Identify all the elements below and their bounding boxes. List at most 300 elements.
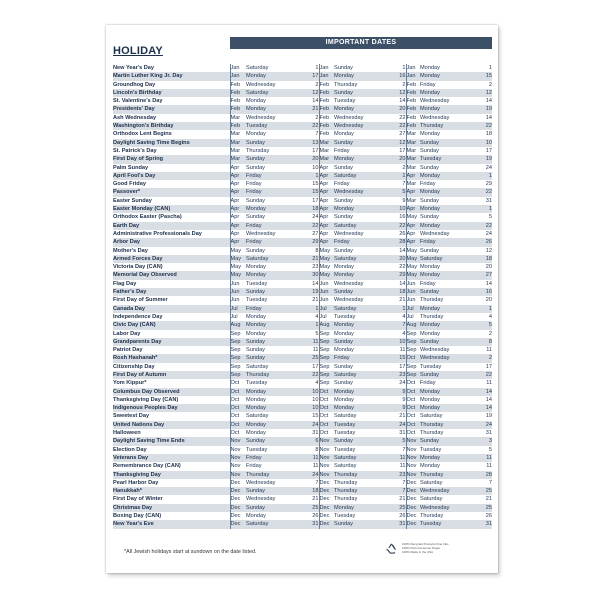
month-cell: Jun xyxy=(319,280,329,287)
day-number-cell: 12 xyxy=(373,139,406,147)
month-cell: Apr xyxy=(230,197,240,204)
day-number-cell: 21 xyxy=(285,255,319,263)
day-number-cell: 13 xyxy=(285,139,319,147)
weekday-cell: Monday xyxy=(420,188,460,196)
day-number-cell: 20 xyxy=(373,155,406,163)
day-number-cell: 31 xyxy=(285,429,319,437)
day-number-cell: 15 xyxy=(285,180,319,188)
day-number-cell: 7 xyxy=(373,446,406,454)
table-row xyxy=(113,263,492,271)
day-number-cell: 18 xyxy=(460,255,492,263)
day-number-cell: 1 xyxy=(285,321,319,329)
month-cell: Oct xyxy=(230,421,246,429)
weekday-cell: Thursday xyxy=(246,471,285,479)
month-cell: Mar xyxy=(406,197,417,204)
weekday-cell: Monday xyxy=(246,271,285,279)
weekday-cell: Tuesday xyxy=(420,520,460,528)
table-row xyxy=(113,388,492,396)
month-cell: Sep xyxy=(230,330,241,337)
month-cell: Oct xyxy=(230,430,240,437)
weekday-cell: Friday xyxy=(246,222,285,230)
month-cell: Nov xyxy=(230,454,246,462)
month-cell: Oct xyxy=(230,396,240,403)
holiday-name: Canada Day xyxy=(113,305,230,313)
month-cell: Nov xyxy=(319,446,330,453)
day-number-cell: 26 xyxy=(373,512,406,520)
month-cell: Aug xyxy=(230,321,246,329)
weekday-cell: Saturday xyxy=(246,65,269,71)
day-number-cell: 11 xyxy=(460,454,492,462)
holiday-name: Presidents' Day xyxy=(113,105,230,113)
weekday-cell: Friday xyxy=(334,181,350,188)
month-cell: Apr xyxy=(230,230,240,237)
weekday-cell: Thursday xyxy=(246,371,285,379)
weekday-cell: Wednesday xyxy=(334,114,364,121)
holiday-name: Washington's Birthday xyxy=(113,122,230,130)
day-number-cell: 23 xyxy=(373,371,406,379)
day-number-cell: 23 xyxy=(285,263,319,271)
day-number-cell: 4 xyxy=(285,313,319,321)
day-number-cell: 17 xyxy=(285,363,319,371)
day-number-cell: 14 xyxy=(460,388,492,396)
weekday-cell: Monday xyxy=(246,396,266,403)
month-cell: Apr xyxy=(319,222,334,230)
day-number-cell: 10 xyxy=(285,388,319,396)
month-cell: Sep xyxy=(319,363,330,370)
holiday-name: Labor Day xyxy=(113,330,230,338)
month-cell: Feb xyxy=(406,105,420,113)
holiday-name: Easter Monday (CAN) xyxy=(113,205,230,213)
month-cell: Nov xyxy=(319,454,334,462)
month-cell: Dec xyxy=(230,513,241,520)
holiday-name: Grandparents Day xyxy=(113,338,230,346)
month-cell: May xyxy=(230,271,246,279)
month-cell: Feb xyxy=(319,81,330,88)
table-row xyxy=(113,188,492,196)
day-number-cell: 26 xyxy=(285,512,319,520)
weekday-cell: Friday xyxy=(334,147,350,154)
day-number-cell: 22 xyxy=(285,222,319,230)
weekday-cell: Sunday xyxy=(420,247,439,254)
day-number-cell: 29 xyxy=(373,271,406,279)
table-row xyxy=(113,247,492,255)
day-number-cell: 10 xyxy=(460,139,492,147)
month-cell: Jan xyxy=(406,65,416,71)
month-cell: Mar xyxy=(406,181,417,188)
weekday-cell: Sunday xyxy=(334,363,353,370)
month-cell: Jul xyxy=(230,313,238,320)
weekday-cell: Friday xyxy=(246,188,285,196)
day-number-cell: 5 xyxy=(488,446,492,453)
day-number-cell: 4 xyxy=(373,313,406,321)
holiday-name: Orthodox Lent Begins xyxy=(113,130,230,138)
day-number-cell: 11 xyxy=(486,463,492,470)
day-number-cell: 24 xyxy=(373,379,406,387)
weekday-cell: Monday xyxy=(334,504,373,512)
weekday-cell: Monday xyxy=(420,172,460,180)
month-cell: Dec xyxy=(319,520,334,528)
holiday-name: Lincoln's Birthday xyxy=(113,89,230,97)
day-number-cell: 19 xyxy=(285,288,319,296)
weekday-cell: Monday xyxy=(334,321,373,329)
month-cell: Apr xyxy=(319,172,334,180)
month-cell: Sep xyxy=(319,354,334,362)
holiday-name: Thanksgiving Day xyxy=(113,471,230,479)
month-cell: Feb xyxy=(230,89,246,97)
month-cell: Nov xyxy=(319,471,334,479)
weekday-cell: Monday xyxy=(334,271,373,279)
fine-print-line: 100% Made in the USA xyxy=(402,550,434,554)
holiday-name: Halloween xyxy=(113,429,230,437)
weekday-cell: Sunday xyxy=(334,288,373,296)
weekday-cell: Friday xyxy=(420,81,436,88)
month-cell: Sep xyxy=(319,338,334,346)
month-cell: Oct xyxy=(230,388,246,396)
month-cell: Sep xyxy=(319,330,330,337)
table-row xyxy=(113,89,492,97)
month-cell: Apr xyxy=(319,181,329,188)
holiday-name: Hanukkah* xyxy=(113,487,230,495)
weekday-cell: Saturday xyxy=(334,371,373,379)
holiday-name: Good Friday xyxy=(113,180,230,188)
weekday-cell: Monday xyxy=(420,264,440,271)
weekday-cell: Tuesday xyxy=(420,363,442,370)
month-cell: Dec xyxy=(406,479,417,486)
day-number-cell: 25 xyxy=(460,487,492,495)
day-number-cell: 14 xyxy=(485,114,492,121)
day-number-cell: 14 xyxy=(373,247,406,255)
table-row xyxy=(113,471,492,479)
month-cell: Dec xyxy=(406,504,420,512)
day-number-cell: 5 xyxy=(460,321,492,329)
table-row xyxy=(113,180,492,188)
table-row xyxy=(113,404,492,412)
month-cell: Feb xyxy=(406,98,417,105)
weekday-cell: Friday xyxy=(246,172,285,180)
day-number-cell: 10 xyxy=(373,205,406,213)
month-cell: Oct xyxy=(406,413,416,420)
month-cell: Oct xyxy=(230,404,246,412)
month-cell: Oct xyxy=(406,380,416,387)
month-cell: Dec xyxy=(406,513,417,520)
table-row xyxy=(113,321,492,329)
weekday-cell: Monday xyxy=(334,131,354,138)
day-number-cell: 28 xyxy=(373,238,406,246)
holiday-name: Indigenous Peoples Day xyxy=(113,404,230,412)
month-cell: Mar xyxy=(406,164,417,171)
day-number-cell: 27 xyxy=(460,271,492,279)
month-cell: Feb xyxy=(230,122,246,130)
month-cell: Dec xyxy=(230,479,241,486)
table-row xyxy=(113,396,492,404)
holiday-name: Daylight Saving Time Begins xyxy=(113,139,230,147)
day-number-cell: 5 xyxy=(373,437,406,445)
table-row xyxy=(113,313,492,321)
day-number-cell: 1 xyxy=(373,64,406,72)
month-cell: May xyxy=(406,247,418,254)
weekday-cell: Monday xyxy=(334,330,354,337)
month-cell: Mar xyxy=(319,147,330,154)
day-number-cell: 14 xyxy=(485,98,492,105)
month-cell: Apr xyxy=(406,230,416,237)
day-number-cell: 9 xyxy=(373,404,406,412)
weekday-cell: Sunday xyxy=(334,164,353,171)
month-cell: Mar xyxy=(319,155,334,163)
month-cell: Nov xyxy=(406,446,417,453)
month-cell: Apr xyxy=(406,205,420,213)
weekday-cell: Saturday xyxy=(420,413,443,420)
day-number-cell: 14 xyxy=(285,280,319,288)
month-cell: Nov xyxy=(406,454,420,462)
day-number-cell: 1 xyxy=(285,172,319,180)
holiday-name: St. Valentine's Day xyxy=(113,97,230,105)
table-row xyxy=(113,512,492,520)
month-cell: May xyxy=(230,247,242,254)
month-cell: May xyxy=(406,255,420,263)
day-number-cell: 22 xyxy=(460,222,492,230)
weekday-cell: Monday xyxy=(334,72,373,80)
table-row xyxy=(113,230,492,238)
day-number-cell: 20 xyxy=(285,155,319,163)
month-cell: Sep xyxy=(406,338,420,346)
day-number-cell: 24 xyxy=(285,421,319,429)
table-row xyxy=(113,454,492,462)
month-cell: May xyxy=(230,255,246,263)
day-number-cell: 9 xyxy=(373,197,406,205)
day-number-cell: 23 xyxy=(373,471,406,479)
table-row xyxy=(113,479,492,487)
weekday-cell: Sunday xyxy=(334,214,353,221)
day-number-cell: 20 xyxy=(373,255,406,263)
weekday-cell: Sunday xyxy=(420,288,460,296)
weekday-cell: Saturday xyxy=(246,255,285,263)
month-cell: Jan xyxy=(406,72,420,80)
month-cell: Dec xyxy=(230,487,246,495)
holiday-name: Easter Sunday xyxy=(113,197,230,205)
weekday-cell: Saturday xyxy=(334,463,357,470)
holiday-name: April Fool's Day xyxy=(113,172,230,180)
holiday-name: Martin Luther King Jr. Day xyxy=(113,72,230,80)
month-cell: Dec xyxy=(319,479,330,486)
day-number-cell: 14 xyxy=(285,97,319,105)
weekday-cell: Tuesday xyxy=(246,297,268,304)
day-number-cell: 15 xyxy=(460,72,492,80)
recycle-icon xyxy=(385,542,398,555)
month-cell: Dec xyxy=(406,520,420,528)
holiday-rows xyxy=(113,64,492,529)
month-cell: Jul xyxy=(319,305,334,313)
weekday-cell: Monday xyxy=(246,98,266,105)
table-row xyxy=(113,255,492,263)
day-number-cell: 31 xyxy=(460,520,492,528)
month-cell: Feb xyxy=(406,81,417,88)
day-number-cell: 8 xyxy=(460,338,492,346)
day-number-cell: 7 xyxy=(488,479,492,486)
month-cell: Apr xyxy=(319,214,329,221)
month-cell: Mar xyxy=(406,147,417,154)
day-number-cell: 3 xyxy=(460,437,492,445)
table-row xyxy=(113,346,492,354)
weekday-cell: Tuesday xyxy=(334,313,356,320)
weekday-cell: Monday xyxy=(334,105,373,113)
month-cell: Oct xyxy=(406,404,420,412)
day-number-cell: 2 xyxy=(488,330,492,337)
weekday-cell: Sunday xyxy=(420,437,460,445)
month-cell: Apr xyxy=(230,181,240,188)
day-number-cell: 20 xyxy=(485,264,492,271)
day-number-cell: 17 xyxy=(285,72,319,80)
table-row xyxy=(113,462,492,470)
day-number-cell: 25 xyxy=(373,504,406,512)
weekday-cell: Saturday xyxy=(246,520,285,528)
day-number-cell: 31 xyxy=(485,430,492,437)
table-row xyxy=(113,213,492,221)
month-cell: May xyxy=(230,264,242,271)
day-number-cell: 1 xyxy=(373,172,406,180)
day-number-cell: 7 xyxy=(285,479,319,487)
weekday-cell: Sunday xyxy=(246,288,285,296)
month-cell: May xyxy=(406,264,418,271)
table-row xyxy=(113,288,492,296)
day-number-cell: 22 xyxy=(285,122,319,130)
month-cell: Dec xyxy=(230,496,241,503)
weekday-cell: Monday xyxy=(420,396,440,403)
month-cell: Oct xyxy=(230,380,240,387)
day-number-cell: 10 xyxy=(285,164,319,172)
table-row xyxy=(113,495,492,503)
weekday-cell: Sunday xyxy=(246,155,285,163)
month-cell: Feb xyxy=(406,89,420,97)
month-cell: Oct xyxy=(406,421,420,429)
day-number-cell: 24 xyxy=(485,164,492,171)
month-cell: Sep xyxy=(406,371,420,379)
holiday-name: Mother's Day xyxy=(113,247,230,255)
weekday-cell: Thursday xyxy=(334,487,373,495)
weekday-cell: Monday xyxy=(420,321,460,329)
weekday-cell: Thursday xyxy=(420,513,444,520)
day-number-cell: 11 xyxy=(285,454,319,462)
weekday-cell: Saturday xyxy=(334,255,373,263)
day-number-cell: 8 xyxy=(285,247,319,255)
month-cell: May xyxy=(319,264,331,271)
holiday-name: Passover* xyxy=(113,188,230,196)
month-cell: Sep xyxy=(319,380,330,387)
holiday-sheet xyxy=(106,25,498,573)
day-number-cell: 17 xyxy=(373,363,406,371)
day-number-cell: 7 xyxy=(373,487,406,495)
month-cell: Mar xyxy=(406,139,420,147)
table-row xyxy=(113,429,492,437)
weekday-cell: Monday xyxy=(420,205,460,213)
month-cell: Feb xyxy=(230,81,241,88)
day-number-cell: 22 xyxy=(373,122,406,130)
month-cell: Mar xyxy=(230,147,241,154)
weekday-cell: Sunday xyxy=(334,197,353,204)
day-number-cell: 21 xyxy=(373,296,406,304)
month-cell: Feb xyxy=(406,114,417,121)
weekday-cell: Sunday xyxy=(246,214,265,221)
table-row xyxy=(113,164,492,172)
weekday-cell: Thursday xyxy=(420,122,460,130)
day-number-cell: 1 xyxy=(460,172,492,180)
month-cell: Sep xyxy=(230,338,246,346)
month-cell: Oct xyxy=(406,430,416,437)
table-row xyxy=(113,205,492,213)
month-cell: Aug xyxy=(406,321,420,329)
weekday-cell: Tuesday xyxy=(334,421,373,429)
weekday-cell: Tuesday xyxy=(334,446,356,453)
day-number-cell: 1 xyxy=(460,305,492,313)
month-cell: Feb xyxy=(319,114,330,121)
day-number-cell: 9 xyxy=(373,388,406,396)
holiday-name: Rosh Hashanah* xyxy=(113,354,230,362)
day-number-cell: 6 xyxy=(285,437,319,445)
weekday-cell: Monday xyxy=(420,131,440,138)
table-row xyxy=(113,296,492,304)
footnote: *All Jewish holidays start at sundown on the date listed. xyxy=(124,549,257,555)
weekday-cell: Wednesday xyxy=(420,98,450,105)
month-cell: Feb xyxy=(319,105,334,113)
month-cell: May xyxy=(406,271,420,279)
weekday-cell: Sunday xyxy=(246,504,285,512)
day-number-cell: 11 xyxy=(285,462,319,470)
day-number-cell: 30 xyxy=(285,271,319,279)
day-number-cell: 22 xyxy=(460,188,492,196)
table-row xyxy=(113,197,492,205)
day-number-cell: 17 xyxy=(373,147,406,155)
day-number-cell: 26 xyxy=(485,513,492,520)
day-number-cell: 11 xyxy=(486,347,492,354)
month-cell: Jan xyxy=(230,65,240,71)
holiday-name: First Day of Autumn xyxy=(113,371,230,379)
day-number-cell: 19 xyxy=(460,105,492,113)
weekday-cell: Sunday xyxy=(246,354,285,362)
day-number-cell: 21 xyxy=(373,412,406,420)
weekday-cell: Thursday xyxy=(334,81,358,88)
month-cell: Nov xyxy=(406,463,417,470)
day-number-cell: 17 xyxy=(485,147,492,154)
day-number-cell: 28 xyxy=(460,471,492,479)
day-number-cell: 16 xyxy=(373,72,406,80)
weekday-cell: Monday xyxy=(334,205,373,213)
month-cell: Feb xyxy=(319,98,330,105)
weekday-cell: Wednesday xyxy=(246,479,276,486)
weekday-cell: Monday xyxy=(420,463,440,470)
weekday-cell: Tuesday xyxy=(420,446,442,453)
weekday-cell: Monday xyxy=(420,305,460,313)
day-number-cell: 31 xyxy=(485,197,492,204)
weekday-cell: Wednesday xyxy=(420,230,450,237)
month-cell: Apr xyxy=(319,188,334,196)
holiday-name: Columbus Day Observed xyxy=(113,388,230,396)
weekday-cell: Monday xyxy=(420,222,460,230)
day-number-cell: 22 xyxy=(373,222,406,230)
weekday-cell: Wednesday xyxy=(420,114,450,121)
weekday-cell: Saturday xyxy=(334,172,373,180)
month-cell: Jul xyxy=(406,313,414,320)
weekday-cell: Monday xyxy=(420,89,460,97)
table-row xyxy=(113,155,492,163)
important-dates-banner: IMPORTANT DATES xyxy=(230,37,492,49)
weekday-cell: Monday xyxy=(246,330,266,337)
weekday-cell: Tuesday xyxy=(246,122,285,130)
weekday-cell: Saturday xyxy=(334,305,373,313)
weekday-cell: Sunday xyxy=(420,139,460,147)
table-row xyxy=(113,437,492,445)
day-number-cell: 18 xyxy=(285,487,319,495)
weekday-cell: Thursday xyxy=(420,471,460,479)
month-cell: Oct xyxy=(319,388,334,396)
